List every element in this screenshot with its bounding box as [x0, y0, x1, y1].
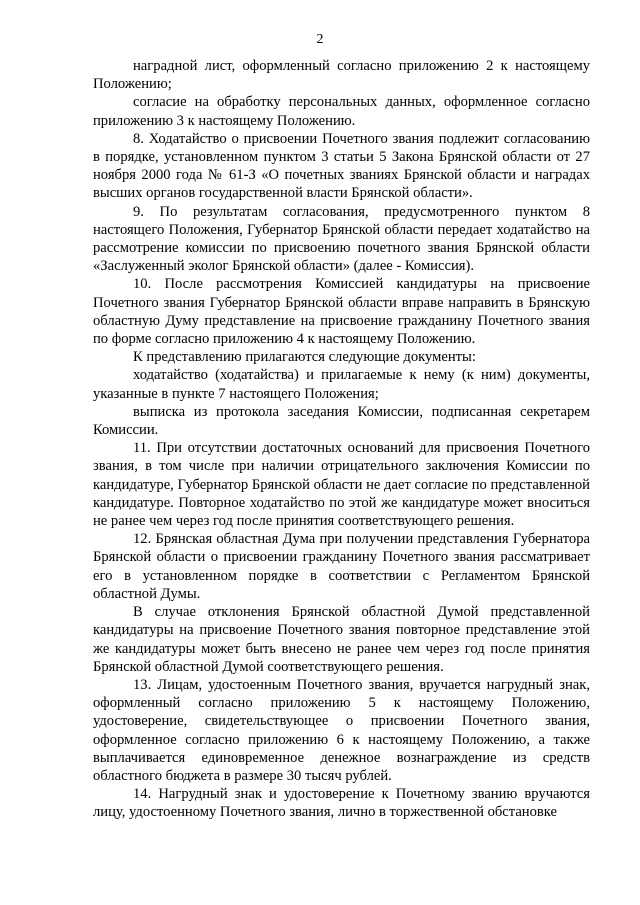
paragraph-attachments-intro: К представлению прилагаются следующие документы:: [133, 349, 476, 366]
paragraph-item-11: 11. При отсутствии достаточных оснований для присвоения Почетного звания, в том числе при наличии отрицательного заключения Комиссии по кандидатуре, Губернатор Брянской области не дает согласие по представленной кандидатуре. Повторное ходатайство по этой же кандидатуре может вноситься не ранее чем через год после принятия соответствующего решения.: [93, 440, 590, 530]
paragraph-rejection-case: В случае отклонения Брянской областной Думой представленной кандидатуры на присвоение Почетного звания повторное представление этой же кандидатуры может быть внесено не ранее чем через год после принятия Брянской областной Думой соответствующего решения.: [93, 604, 590, 675]
paragraph-item-10: 10. После рассмотрения Комиссией кандидатуры на присвоение Почетного звания Губернатор Брянской области вправе направить в Брянскую областную Думу представление на присвоение гражданину Почетного звания по форме согласно приложению 4 к настоящему Положению.: [93, 276, 590, 348]
paragraph-personal-data-consent: согласие на обработку персональных данных, оформленное согласно приложению 3 к настоящему Положению.: [93, 94, 590, 129]
document-body: [93, 57, 590, 822]
paragraph-attachment-petition: ходатайство (ходатайства) и прилагаемые к нему (к ним) документы, указанные в пункте 7 настоящего Положения;: [93, 367, 590, 402]
paragraph-item-13: 13. Лицам, удостоенным Почетного звания, вручается нагрудный знак, оформленный согласно приложению 5 к настоящему Положению, удостоверение, свидетельствующее о присвоении Почетного звания, оформленное согласно приложению 6 к настоящему Положению, а также выплачивается единовременное денежное вознаграждение из средств областного бюджета в размере 30 тысяч рублей.: [93, 676, 590, 784]
paragraph-item-8: 8. Ходатайство о присвоении Почетного звания подлежит согласованию в порядке, установленном пунктом 3 статьи 5 Закона Брянской области от 27 ноября 2000 года № 61-З «О почетных званиях Брянской области и наградах высших органов государственной власти Брянской области».: [93, 130, 590, 202]
paragraph-item-9: 9. По результатам согласования, предусмотренного пунктом 8 настоящего Положения, Губернатор Брянской области передает ходатайство на рассмотрение комиссии по присвоению почетного звания Брянской области «Заслуженный эколог Брянской области» (далее - Комиссия).: [93, 203, 590, 275]
paragraph-item-14: 14. Нагрудный знак и удостоверение к Почетному званию вручаются лицу, удостоенному Почетного звания, лично в торжественной обстановке: [93, 786, 590, 821]
paragraph-award-sheet: наградной лист, оформленный согласно приложению 2 к настоящему Положению;: [93, 58, 590, 93]
paragraph-item-12: 12. Брянская областная Дума при получении представления Губернатора Брянской области о присвоении гражданину Почетного звания рассматривает его в установленном порядке в соответствии с Регламентом Брянской областной Думы.: [93, 531, 590, 602]
page-number: 2: [316, 32, 324, 47]
paragraph-attachment-protocol-extract: выписка из протокола заседания Комиссии, подписанная секретарем Комиссии.: [93, 403, 590, 439]
